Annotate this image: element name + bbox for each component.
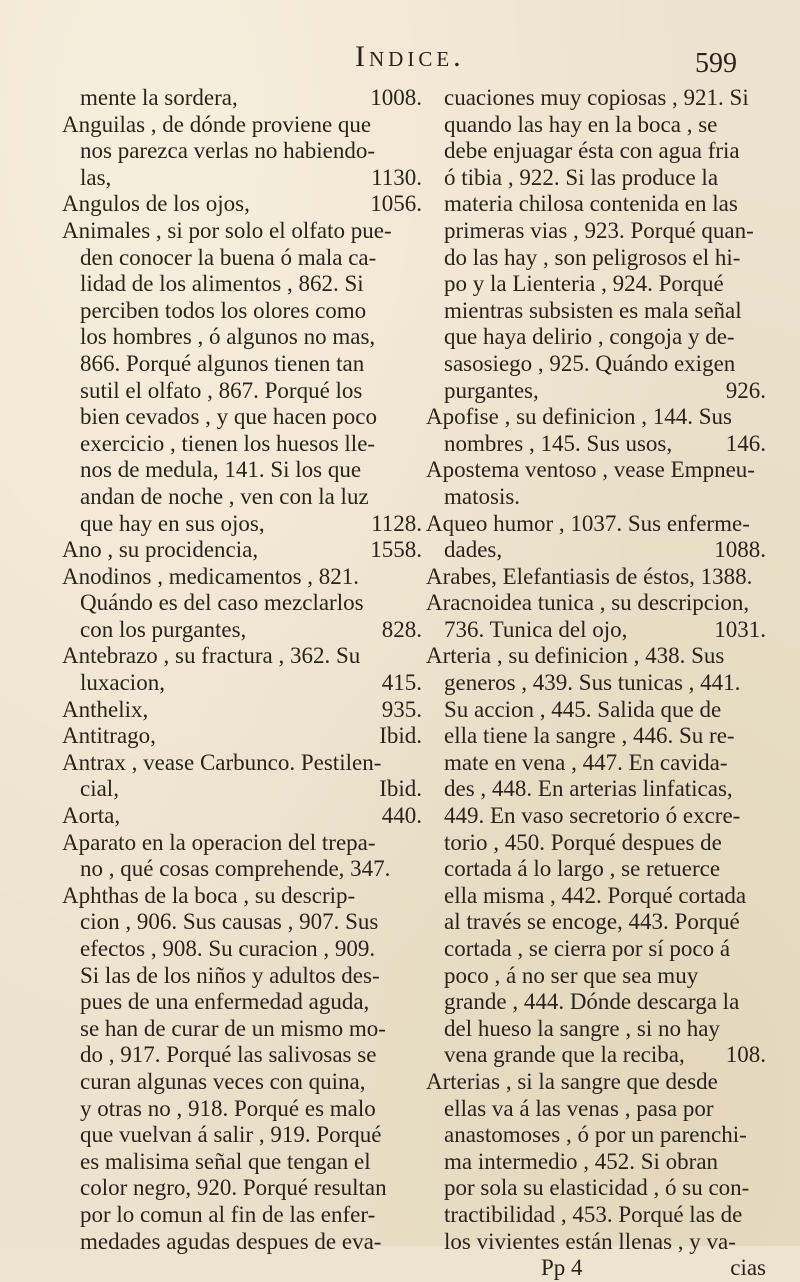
- index-entry-text: generos , 439. Sus tunicas , 441.: [444, 670, 741, 696]
- index-entry-text: Aparato en la operacion del trepa-: [62, 829, 376, 855]
- index-entry-text: que vuelvan á salir , 919. Porqué: [80, 1122, 382, 1148]
- index-entry-text: Quándo es del caso mezclarlos: [80, 590, 364, 616]
- index-entry-text: perciben todos los olores como: [80, 297, 367, 323]
- index-page-ref: 926.: [725, 377, 766, 403]
- index-line: [426, 670, 766, 697]
- index-entry-text: Arteria , su definicion , 438. Sus: [426, 643, 725, 669]
- index-line: [426, 165, 766, 192]
- index-line: [426, 643, 766, 670]
- index-entry-text: al través se encoge, 443. Porqué: [444, 909, 740, 935]
- index-entry-text: mate en vena , 447. En cavida-: [444, 749, 728, 775]
- index-line: [62, 85, 422, 112]
- index-entry-text: las,: [80, 164, 112, 190]
- index-entry-text: 736. Tunica del ojo,: [444, 616, 628, 642]
- index-entry-text: efectos , 908. Su curacion , 909.: [80, 936, 376, 961]
- index-line: [62, 271, 422, 298]
- index-line: [426, 830, 766, 857]
- index-entry-text: cuaciones muy copiosas , 921. Si: [444, 85, 749, 110]
- index-line: [426, 697, 766, 724]
- index-entry-text: color negro, 920. Porqué resultan: [80, 1175, 387, 1201]
- index-entry-text: los hombres , ó algunos no mas,: [80, 324, 376, 350]
- index-line: [426, 1096, 766, 1123]
- index-entry-text: 449. En vaso secretorio ó excre-: [444, 803, 741, 829]
- index-page-ref: 828.: [381, 616, 422, 642]
- index-line: [426, 431, 766, 458]
- index-line: [62, 351, 422, 378]
- index-line: [62, 324, 422, 351]
- index-line: [426, 989, 766, 1016]
- index-entry-text: por sola su elasticidad , ó su con-: [444, 1175, 750, 1201]
- index-entry-text: Anguilas , de dónde proviene que: [62, 111, 372, 137]
- index-entry-text: se han de curar de un mismo mo-: [80, 1015, 386, 1041]
- index-entry-text: cion , 906. Sus causas , 907. Sus: [80, 909, 379, 935]
- index-line: [426, 271, 766, 298]
- index-line: [62, 830, 422, 857]
- left-column: [62, 85, 422, 1255]
- index-line: [62, 191, 422, 218]
- index-entry-text: nombres , 145. Sus usos,: [444, 430, 673, 456]
- index-line: [62, 936, 422, 963]
- index-entry-text: anastomoses , ó por un parenchi-: [444, 1122, 747, 1148]
- index-entry-text: luxacion,: [80, 670, 165, 696]
- index-entry-text: medades agudas despues de eva-: [80, 1228, 382, 1254]
- index-page-ref: 1008.: [370, 85, 422, 110]
- index-line: [426, 963, 766, 990]
- index-page-ref: 108.: [725, 1042, 766, 1068]
- index-entry-text: y otras no , 918. Porqué es malo: [80, 1095, 376, 1121]
- index-entry-text: mientras subsisten es mala señal: [444, 297, 742, 323]
- index-line: [62, 963, 422, 990]
- index-line: [426, 564, 766, 591]
- index-line: [62, 1042, 422, 1069]
- index-line: [426, 1016, 766, 1043]
- index-line: [62, 617, 422, 644]
- index-line: [62, 218, 422, 245]
- index-line: [426, 1122, 766, 1149]
- index-entry-text: ella tiene la sangre , 446. Su re-: [444, 723, 735, 749]
- index-line: [426, 1202, 766, 1229]
- index-entry-text: bien cevados , y que hacen poco: [80, 404, 377, 430]
- index-entry-text: Aphthas de la boca , su descrip-: [62, 882, 356, 908]
- index-page-ref: 440.: [381, 803, 422, 829]
- index-entry-text: lidad de los alimentos , 862. Si: [80, 271, 364, 297]
- index-page-ref: Ibid.: [379, 776, 422, 802]
- index-line: [426, 85, 766, 112]
- footer-line: [426, 1255, 766, 1282]
- index-entry-text: primeras vias , 923. Porqué quan-: [444, 217, 754, 243]
- index-line: [426, 537, 766, 564]
- index-entry-text: dades,: [444, 537, 503, 563]
- index-line: [62, 245, 422, 272]
- index-entry-text: con los purgantes,: [80, 616, 247, 642]
- index-entry-text: que hay en sus ojos,: [80, 510, 265, 536]
- index-entry-text: Angulos de los ojos,: [62, 191, 250, 217]
- index-page-ref: 146.: [725, 430, 766, 456]
- index-line: [426, 351, 766, 378]
- index-entry-text: nos parezca verlas no habiendo-: [80, 138, 376, 164]
- index-entry-text: Apofise , su definicion , 144. Sus: [426, 404, 733, 430]
- index-entry-text: poco , á no ser que sea muy: [444, 962, 699, 988]
- index-entry-text: cortada , se cierra por sí poco á: [444, 936, 731, 961]
- index-entry-text: Arabes, Elefantiasis de éstos, 1388.: [426, 563, 753, 589]
- index-entry-text: den conocer la buena ó mala ca-: [80, 244, 377, 270]
- index-entry-text: Apostema ventoso , vease Empneu-: [426, 457, 755, 483]
- index-line: [62, 1202, 422, 1229]
- index-entry-text: Arterias , si la sangre que desde: [426, 1068, 718, 1094]
- index-entry-text: mente la sordera,: [80, 85, 238, 110]
- index-entry-text: Antitrago,: [62, 723, 156, 749]
- page-header: [0, 38, 800, 78]
- index-line: [426, 511, 766, 538]
- index-line: [426, 484, 766, 511]
- index-line: [426, 776, 766, 803]
- index-line: [62, 404, 422, 431]
- index-entry-text: Ano , su procidencia,: [62, 537, 259, 563]
- index-line: [62, 1016, 422, 1043]
- index-line: [62, 138, 422, 165]
- index-page-ref: Ibid.: [379, 723, 422, 749]
- index-entry-text: por lo comun al fin de las enfer-: [80, 1201, 376, 1227]
- index-line: [426, 138, 766, 165]
- index-line: [62, 670, 422, 697]
- index-line: [426, 1042, 766, 1069]
- index-entry-text: los vivientes están llenas , y va-: [444, 1228, 736, 1254]
- index-line: [62, 1096, 422, 1123]
- index-entry-text: del hueso la sangre , si no hay: [444, 1015, 720, 1041]
- index-entry-text: materia chilosa contenida en las: [444, 191, 738, 217]
- index-page-ref: 1128.: [371, 510, 422, 536]
- index-entry-text: nos de medula, 141. Si los que: [80, 457, 362, 483]
- index-line: [62, 112, 422, 139]
- index-entry-text: ma intermedio , 452. Si obran: [444, 1148, 719, 1174]
- index-entry-text: no , qué cosas comprehende, 347.: [80, 856, 391, 882]
- index-entry-text: ó tibia , 922. Si las produce la: [444, 164, 719, 190]
- index-entry-text: sasosiego , 925. Quándo exigen: [444, 350, 736, 376]
- index-entry-text: cortada á lo largo , se retuerce: [444, 856, 721, 882]
- index-entry-text: ellas va á las venas , pasa por: [444, 1095, 714, 1121]
- index-entry-text: vena grande que la reciba,: [444, 1042, 685, 1068]
- index-line: [62, 165, 422, 192]
- index-entry-text: torio , 450. Porqué despues de: [444, 829, 722, 855]
- index-line: [426, 1229, 766, 1256]
- index-entry-text: Anthelix,: [62, 696, 149, 722]
- index-line: [62, 803, 422, 830]
- index-page-ref: 1558.: [370, 537, 422, 563]
- index-line: [426, 617, 766, 644]
- index-line: [62, 457, 422, 484]
- index-page-ref: 1088.: [714, 537, 766, 563]
- index-line: [426, 404, 766, 431]
- signature-mark: Pp 4: [541, 1255, 583, 1281]
- index-line: [62, 564, 422, 591]
- index-line: [426, 803, 766, 830]
- index-line: [62, 723, 422, 750]
- index-entry-text: Anodinos , medicamentos , 821.: [62, 563, 360, 589]
- page-number: 599: [695, 48, 737, 79]
- index-page-ref: 1031.: [714, 616, 766, 642]
- index-line: [426, 883, 766, 910]
- index-entry-text: 866. Porqué algunos tienen tan: [80, 350, 365, 376]
- index-line: [62, 883, 422, 910]
- index-line: [426, 1069, 766, 1096]
- index-entry-text: purgantes,: [444, 377, 539, 403]
- index-entry-text: do , 917. Porqué las salivosas se: [80, 1042, 377, 1068]
- index-line: [62, 1069, 422, 1096]
- index-line: [426, 723, 766, 750]
- index-entry-text: Animales , si por solo el olfato pue-: [62, 217, 392, 243]
- index-entry-text: que haya delirio , congoja y de-: [444, 324, 735, 350]
- index-line: [62, 697, 422, 724]
- index-entry-text: Antebrazo , su fractura , 362. Su: [62, 643, 361, 669]
- index-line: [62, 750, 422, 777]
- index-line: [426, 909, 766, 936]
- index-entry-text: debe enjuagar ésta con agua fria: [444, 138, 740, 164]
- index-line: [426, 218, 766, 245]
- index-entry-text: tractibilidad , 453. Porqué las de: [444, 1201, 743, 1227]
- index-line: [426, 298, 766, 325]
- index-entry-text: Aqueo humor , 1037. Sus enferme-: [426, 510, 750, 536]
- index-entry-text: Si las de los niños y adultos des-: [80, 962, 380, 988]
- index-line: [62, 1229, 422, 1256]
- index-line: [426, 245, 766, 272]
- index-line: [426, 191, 766, 218]
- index-entry-text: grande , 444. Dónde descarga la: [444, 989, 740, 1015]
- index-entry-text: matosis.: [444, 483, 521, 509]
- index-entry-text: curan algunas veces con quina,: [80, 1068, 366, 1094]
- index-line: [426, 324, 766, 351]
- index-line: [62, 537, 422, 564]
- index-entry-text: quando las hay en la boca , se: [444, 111, 718, 137]
- index-line: [426, 378, 766, 405]
- index-entry-text: po y la Lienteria , 924. Porqué: [444, 271, 724, 297]
- index-line: [62, 856, 422, 883]
- index-line: [62, 298, 422, 325]
- index-entry-text: do las hay , son peligrosos el hi-: [444, 244, 741, 270]
- index-line: [426, 457, 766, 484]
- index-page-ref: 1056.: [370, 191, 422, 217]
- index-line: [426, 856, 766, 883]
- index-line: [62, 511, 422, 538]
- index-line: [426, 590, 766, 617]
- index-line: [62, 643, 422, 670]
- index-line: [62, 1175, 422, 1202]
- index-entry-text: cial,: [80, 776, 119, 802]
- index-entry-text: des , 448. En arterias linfaticas,: [444, 776, 733, 802]
- index-line: [426, 1149, 766, 1176]
- index-line: [62, 590, 422, 617]
- index-line: [62, 909, 422, 936]
- index-title: Indice.: [355, 40, 465, 73]
- index-line: [62, 431, 422, 458]
- index-line: [426, 112, 766, 139]
- index-line: [426, 750, 766, 777]
- index-entry-text: Su accion , 445. Salida que de: [444, 696, 722, 722]
- index-line: [62, 776, 422, 803]
- right-column: [426, 85, 766, 1282]
- index-line: [62, 989, 422, 1016]
- index-line: [62, 1149, 422, 1176]
- index-entry-text: exercicio , tienen los huesos lle-: [80, 430, 376, 456]
- index-entry-text: pues de una enfermedad aguda,: [80, 989, 370, 1015]
- catchword: cias: [730, 1255, 766, 1281]
- index-entry-text: Aracnoidea tunica , su descripcion,: [426, 590, 750, 616]
- index-entry-text: Aorta,: [62, 803, 121, 829]
- index-line: [62, 484, 422, 511]
- index-line: [426, 936, 766, 963]
- index-entry-text: es malisima señal que tengan el: [80, 1148, 371, 1174]
- index-page-ref: 1130.: [371, 164, 422, 190]
- index-page-ref: 415.: [381, 670, 422, 696]
- index-line: [62, 1122, 422, 1149]
- index-entry-text: Antrax , vease Carbunco. Pestilen-: [62, 749, 382, 775]
- index-page-ref: 935.: [381, 696, 422, 722]
- index-entry-text: ella misma , 442. Porqué cortada: [444, 882, 747, 908]
- index-entry-text: andan de noche , ven con la luz: [80, 483, 369, 509]
- index-entry-text: sutil el olfato , 867. Porqué los: [80, 377, 363, 403]
- index-line: [426, 1175, 766, 1202]
- index-line: [62, 378, 422, 405]
